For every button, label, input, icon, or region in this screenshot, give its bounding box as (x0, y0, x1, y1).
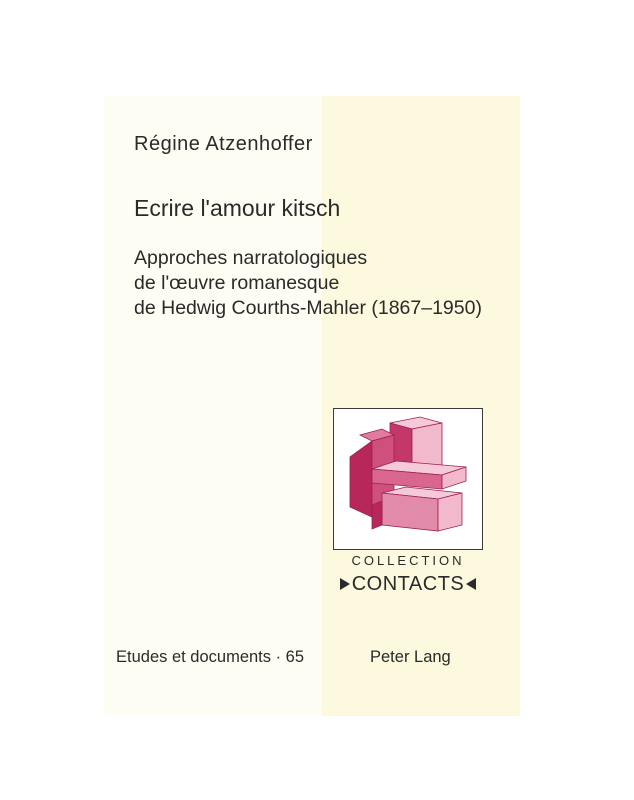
cover-right-panel (322, 96, 520, 716)
book-title: Ecrire l'amour kitsch (134, 195, 341, 221)
author-name: Régine Atzenhoffer (134, 133, 313, 155)
series-info: Etudes et documents · 65 (116, 648, 305, 666)
collection-label: COLLECTION (351, 553, 465, 568)
triangle-left-icon (466, 578, 476, 590)
book-subtitle (134, 246, 482, 321)
subtitle-line: de l'œuvre romanesque (134, 272, 340, 294)
triangle-right-icon (340, 578, 350, 590)
collection-logo (333, 408, 483, 550)
subtitle-line: de Hedwig Courths-Mahler (1867–1950) (134, 297, 482, 319)
collection-name-row (333, 570, 483, 598)
isometric-cubes-icon (334, 409, 482, 549)
collection-name: CONTACTS (351, 572, 465, 595)
publisher-name: Peter Lang (370, 648, 451, 666)
subtitle-line: Approches narratologiques (134, 247, 368, 269)
